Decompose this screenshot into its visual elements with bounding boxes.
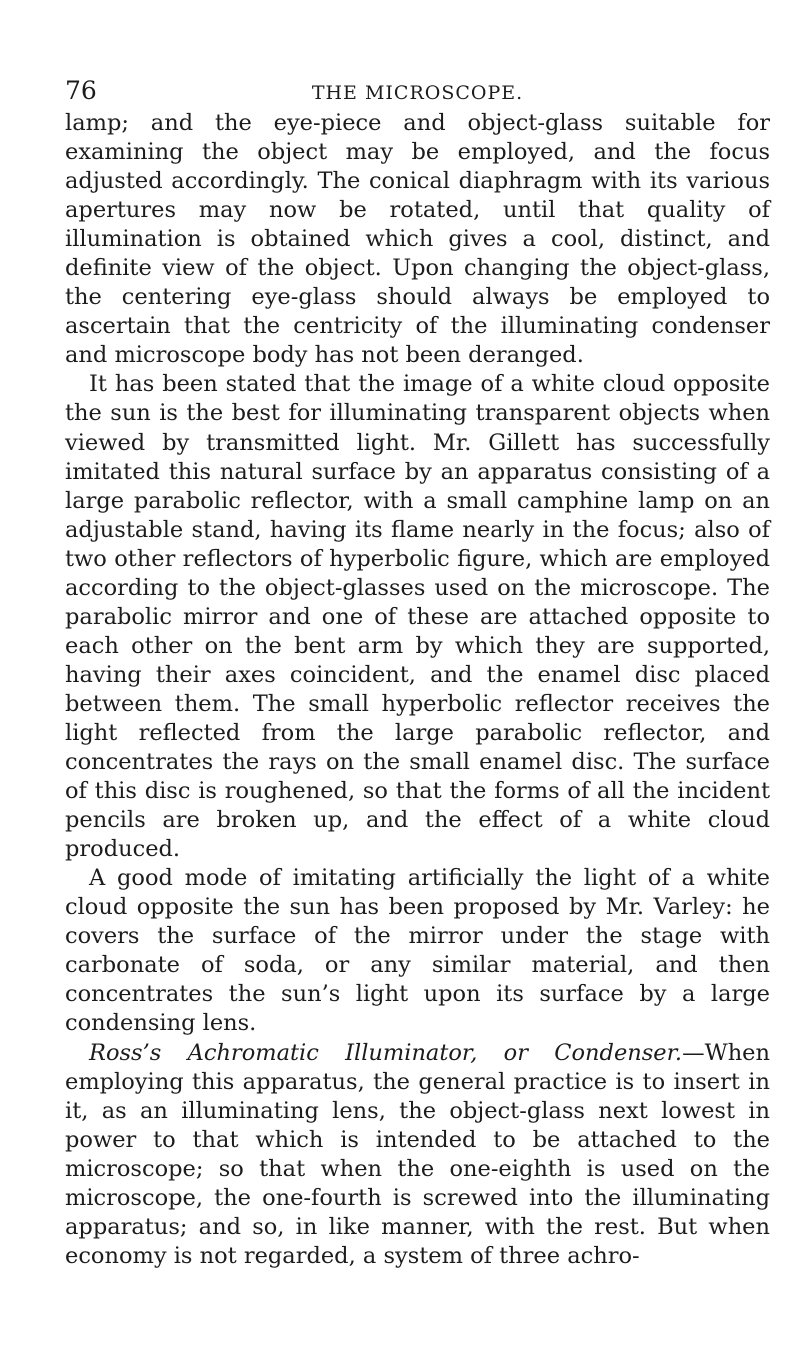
page-header xyxy=(65,75,770,109)
body-text xyxy=(65,109,770,1271)
running-head: THE MICROSCOPE. xyxy=(311,82,524,104)
paragraph-2: It has been stated that the image of a white cloud opposite the sun is the best for illuminating transparent objects when viewed by transmitted light. Mr. Gillett has successfully imitated this natural surface by an apparatus consisting of a large parabolic reflector, with a small camphine lamp on an adjustable stand, having its flame nearly in the focus; also of two other reflectors of hyperbolic figure, which are employed according to the object-glasses used on the microscope. The parabolic mirror and one of these are attached opposite to each other on the bent arm by which they are supported, having their axes coincident, and the enamel disc placed between them. The small hyperbolic reflector receives the light reflected from the large parabolic reflector, and concentrates the rays on the small enamel disc. The surface of this disc is roughened, so that the forms of all the incident pencils are broken up, and the effect of a white cloud produced. xyxy=(65,371,770,863)
paragraph-3: A good mode of imitating artificially the light of a white cloud opposite the sun has been proposed by Mr. Varley: he covers the surface of the mirror under the stage with carbonate of soda, or any similar material, and then concentrates the sun’s light upon its surface by a large condensing lens. xyxy=(65,865,770,1037)
section-heading: Ross’s Achromatic Illuminator, or Condenser. xyxy=(89,1039,683,1066)
paragraph-1: lamp; and the eye-piece and object-glass suitable for examining the object may be employed, and the focus adjusted accordingly. The conical diaphragm with its various apertures may now be rotated, until that quality of illumination is obtained which gives a cool, distinct, and definite view of the object. Upon changing the object-glass, the centering eye-glass should always be employed to ascertain that the centricity of the illuminating condenser and microscope body has not been deranged. xyxy=(65,110,770,369)
page-number: 76 xyxy=(65,76,97,105)
paragraph-4 xyxy=(65,1039,770,1271)
paragraph-4-text: —When employing this apparatus, the general practice is to insert in it, as an illuminating lens, the object-glass next lowest in power to that which is intended to be attached to the microscope; so that when the one-eighth is used on the microscope, the one-fourth is screwed into the illuminating apparatus; and so, in like manner, with the rest. But when economy is not regarded, a system of three achro- xyxy=(65,1039,770,1269)
book-page xyxy=(65,75,770,1271)
